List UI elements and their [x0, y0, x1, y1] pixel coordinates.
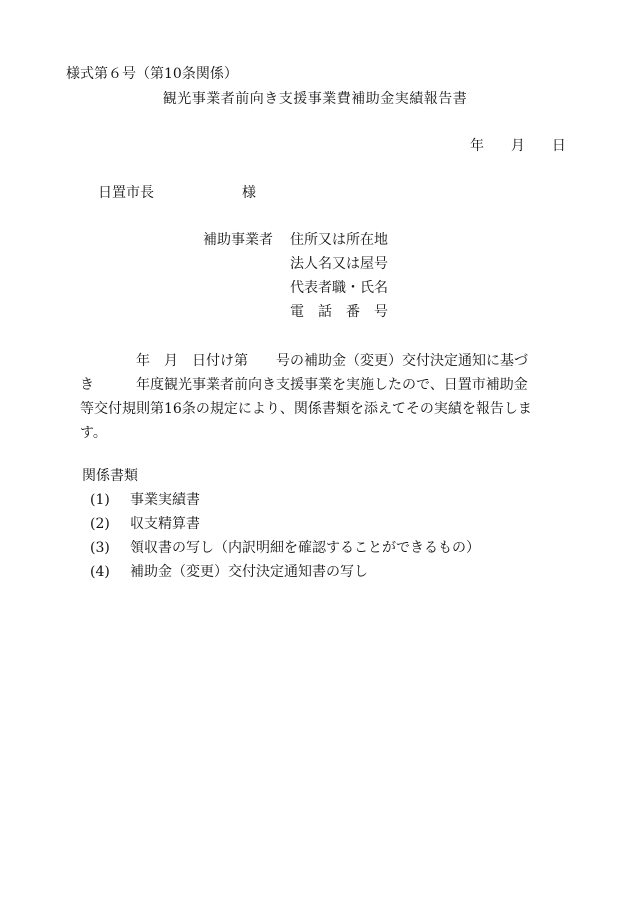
- date-year-label: 年: [470, 138, 484, 154]
- attachment-number: (2): [90, 516, 110, 532]
- body-line: 等交付規則第16条の規定により、関係書類を添えてその実績を報告しま: [80, 401, 532, 417]
- document-title: 観光事業者前向き支援事業費補助金実績報告書: [162, 91, 468, 107]
- attachments-heading: 関係書類: [82, 468, 138, 484]
- addressee: [98, 183, 256, 203]
- date-month-label: 月: [510, 138, 525, 154]
- date-day-label: 日: [551, 138, 566, 154]
- attachment-text: 領収書の写し（内訳明細を確認することができるもの）: [130, 540, 480, 556]
- attachment-item: [90, 562, 480, 586]
- report-body: [80, 349, 555, 445]
- body-line: き 年度観光事業者前向き支援事業を実施したので、日置市補助金: [80, 377, 528, 393]
- form-number: 様式第６号（第10条関係）: [66, 66, 238, 82]
- addressee-name: 日置市長: [98, 185, 154, 201]
- attachment-item: [90, 514, 480, 538]
- attachment-number: (4): [90, 564, 110, 580]
- date-line: [470, 136, 566, 156]
- addressee-honorific: 様: [242, 185, 256, 201]
- attachment-text: 補助金（変更）交付決定通知書の写し: [130, 564, 368, 580]
- attachment-text: 収支精算書: [130, 516, 200, 532]
- applicant-company-label: 法人名又は屋号: [290, 256, 388, 272]
- attachment-number: (1): [90, 492, 110, 508]
- attachment-item: [90, 490, 480, 514]
- attachment-number: (3): [90, 540, 110, 556]
- attachments-section: [82, 466, 480, 586]
- applicant-representative-label: 代表者職・氏名: [290, 280, 388, 296]
- attachment-text: 事業実績書: [130, 492, 200, 508]
- applicant-label: 補助事業者: [203, 232, 273, 248]
- body-line: 年 月 日付け第 号の補助金（変更）交付決定通知に基づ: [80, 353, 528, 369]
- body-line: す。: [80, 425, 107, 441]
- applicant-phone-label: 電 話 番 号: [290, 304, 388, 320]
- attachment-item: [90, 538, 480, 562]
- applicant-fields: [290, 230, 388, 326]
- applicant-address-label: 住所又は所在地: [290, 232, 388, 248]
